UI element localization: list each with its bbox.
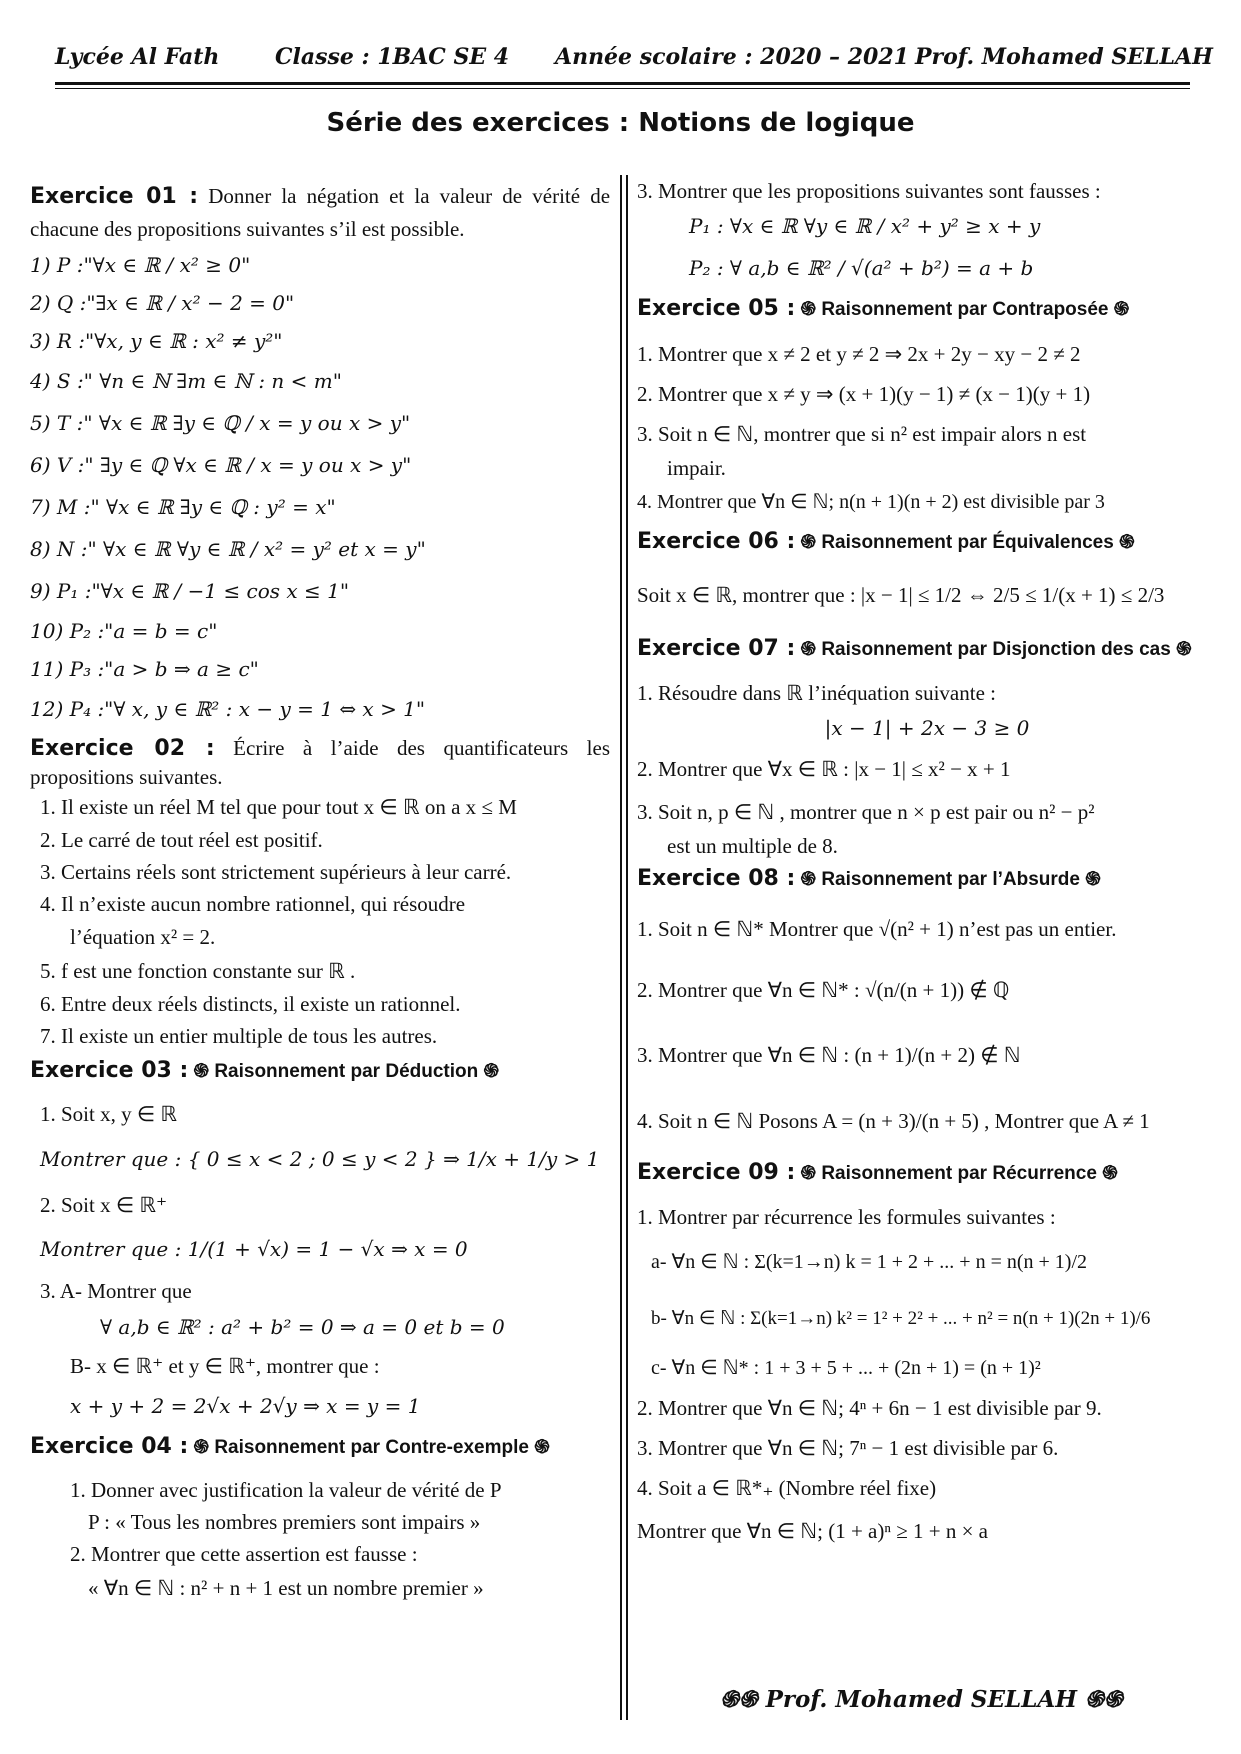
exercise-06-subtitle: ֍ Raisonnement par Équivalences ֍ — [800, 532, 1135, 553]
exercise-09-subtitle: ֍ Raisonnement par Récurrence ֍ — [800, 1163, 1118, 1184]
school-name: Lycée Al Fath — [55, 44, 220, 70]
ex01-item-8: 8) N :" ∀x ∈ ℝ ∀y ∈ ℝ / x² = y² et x = y" — [30, 537, 426, 561]
ex01-item-4: 4) S :" ∀n ∈ ℕ ∃m ∈ ℕ : n < m" — [30, 369, 342, 393]
ex09-line-4: c- ∀n ∈ ℕ* : 1 + 3 + 5 + ... + (2n + 1) = (n + 1)² — [651, 1357, 1041, 1379]
ex08-line-2: 2. Montrer que ∀n ∈ ℕ* : √(n/(n + 1)) ∉ ℚ — [637, 978, 1010, 1002]
exercise-03-heading-row — [30, 1052, 610, 1090]
ex09-line-7: 4. Soit a ∈ ℝ*₊ (Nombre réel fixe) — [637, 1476, 937, 1500]
ex03-line-8: x + y + 2 = 2√x + 2√y ⇒ x = y = 1 — [70, 1394, 421, 1418]
ex09-line-6: 3. Montrer que ∀n ∈ ℕ; 7ⁿ − 1 est divisible par 6. — [637, 1436, 1059, 1460]
ex03-line-3: 2. Soit x ∈ ℝ⁺ — [40, 1193, 168, 1217]
ex03-line-4: Montrer que : 1/(1 + √x) = 1 − √x ⇒ x = 0 — [40, 1237, 468, 1261]
ex09-line-5: 2. Montrer que ∀n ∈ ℕ; 4ⁿ + 6n − 1 est divisible par 9. — [637, 1396, 1102, 1420]
ex01-item-12: 12) P₄ :"∀ x, y ∈ ℝ² : x − y = 1 ⇔ x > 1" — [30, 697, 426, 721]
exercise-04-heading-row — [30, 1426, 610, 1468]
ex07-line-1: 1. Résoudre dans ℝ l’inéquation suivante : — [637, 681, 996, 705]
page-header — [55, 44, 1213, 78]
exercise-08-subtitle: ֍ Raisonnement par l’Absurde ֍ — [800, 869, 1101, 890]
header-rule-thick — [55, 82, 1190, 85]
header-rule-thin — [55, 88, 1190, 89]
exercise-04-subtitle: ֍ Raisonnement par Contre-exemple ֍ — [193, 1437, 550, 1458]
right-column — [637, 176, 1217, 1554]
ex09-line-8: Montrer que ∀n ∈ ℕ; (1 + a)ⁿ ≥ 1 + n × a — [637, 1519, 988, 1543]
ex05-line-5: 4. Montrer que ∀n ∈ ℕ; n(n + 1)(n + 2) est divisible par 3 — [637, 491, 1105, 513]
exercise-08-heading-row — [637, 860, 1217, 898]
ex04-line-7: P₂ : ∀ a,b ∈ ℝ² / √(a² + b²) = a + b — [689, 256, 1034, 280]
ex01-item-6: 6) V :" ∃y ∈ ℚ ∀x ∈ ℝ / x = y ou x > y" — [30, 453, 412, 477]
exercise-05-subtitle: ֍ Raisonnement par Contraposée ֍ — [800, 299, 1130, 320]
exercise-06-heading-row — [637, 522, 1217, 562]
ex08-line-1: 1. Soit n ∈ ℕ* Montrer que √(n² + 1) n’est pas un entier. — [637, 917, 1117, 941]
teacher-name: Prof. Mohamed SELLAH — [915, 44, 1213, 70]
exercise-05-heading-row — [637, 290, 1217, 328]
exercise-02-heading: Exercice 02 : — [30, 736, 215, 761]
column-divider-left — [620, 175, 622, 1720]
exercise-01-text: Donner la négation et la valeur de vérité de chacune des propositions suivantes s’il est possible. — [30, 184, 611, 241]
ex04-line-2: P : « Tous les nombres premiers sont impairs » — [88, 1510, 481, 1534]
exercise-03-heading: Exercice 03 : — [30, 1058, 189, 1083]
ex09-line-1: 1. Montrer par récurrence les formules suivantes : — [637, 1205, 1056, 1229]
ex05-line-1: 1. Montrer que x ≠ 2 et y ≠ 2 ⇒ 2x + 2y − xy − 2 ≠ 2 — [637, 342, 1081, 366]
ex05-line-4: impair. — [667, 456, 726, 480]
ex04-line-3: 2. Montrer que cette assertion est fausse : — [70, 1542, 418, 1566]
exercise-07-heading-row — [637, 628, 1217, 670]
ex02-item-5: 5. f est une fonction constante sur ℝ . — [40, 959, 356, 983]
left-column — [30, 180, 610, 1606]
ex03-line-5: 3. A- Montrer que — [40, 1279, 192, 1303]
exercise-04-heading: Exercice 04 : — [30, 1434, 189, 1459]
ex04-line-6: P₁ : ∀x ∈ ℝ ∀y ∈ ℝ / x² + y² ≥ x + y — [689, 214, 1041, 238]
ex02-item-6: 6. Entre deux réels distincts, il existe un rationnel. — [40, 992, 461, 1016]
exercise-06-heading: Exercice 06 : — [637, 529, 796, 554]
ex04-line-1: 1. Donner avec justification la valeur de vérité de P — [70, 1478, 502, 1502]
ex05-line-3: 3. Soit n ∈ ℕ, montrer que si n² est impair alors n est — [637, 422, 1087, 446]
exercise-02-text: Écrire à l’aide des quantificateurs les propositions suivantes. — [30, 736, 611, 789]
ex03-line-6: ∀ a,b ∈ ℝ² : a² + b² = 0 ⇒ a = 0 et b = 0 — [100, 1315, 505, 1339]
ex07-line-2: |x − 1| + 2x − 3 ≥ 0 — [824, 716, 1030, 740]
exercise-09-heading-row — [637, 1152, 1217, 1194]
school-year: Année scolaire : 2020 – 2021 — [555, 44, 909, 70]
exercise-07-subtitle: ֍ Raisonnement par Disjonction des cas ֍ — [800, 639, 1192, 660]
ex02-item-7: 7. Il existe un entier multiple de tous les autres. — [40, 1024, 438, 1048]
ex04-line-4: « ∀n ∈ ℕ : n² + n + 1 est un nombre premier » — [88, 1576, 484, 1600]
ex09-line-2: a- ∀n ∈ ℕ : Σ(k=1→n) k = 1 + 2 + ... + n = n(n + 1)/2 — [651, 1251, 1088, 1273]
column-divider-right — [626, 175, 628, 1720]
ex01-item-9: 9) P₁ :"∀x ∈ ℝ / −1 ≤ cos x ≤ 1" — [30, 579, 350, 603]
ex02-item-2: 2. Le carré de tout réel est positif. — [40, 828, 323, 852]
class-name: Classe : 1BAC SE 4 — [275, 44, 510, 70]
ex01-item-3: 3) R :"∀x, y ∈ ℝ : x² ≠ y²" — [30, 329, 283, 353]
ex01-item-5: 5) T :" ∀x ∈ ℝ ∃y ∈ ℚ / x = y ou x > y" — [30, 411, 411, 435]
ex07-line-4: 3. Soit n, p ∈ ℕ , montrer que n × p est pair ou n² − p² — [637, 800, 1095, 824]
ex05-line-2: 2. Montrer que x ≠ y ⇒ (x + 1)(y − 1) ≠ (x − 1)(y + 1) — [637, 382, 1091, 406]
ex01-item-7: 7) M :" ∀x ∈ ℝ ∃y ∈ ℚ : y² = x" — [30, 495, 336, 519]
ex01-item-10: 10) P₂ :"a = b = c" — [30, 619, 218, 643]
ex02-item-4: 4. Il n’existe aucun nombre rationnel, qui résoudre — [40, 892, 466, 916]
ex08-line-4: 4. Soit n ∈ ℕ Posons A = (n + 3)/(n + 5) , Montrer que A ≠ 1 — [637, 1109, 1150, 1133]
ex03-line-7: B- x ∈ ℝ⁺ et y ∈ ℝ⁺, montrer que : — [70, 1354, 380, 1378]
exercise-08-heading: Exercice 08 : — [637, 866, 796, 891]
exercise-01-heading: Exercice 01 : — [30, 184, 199, 209]
ex02-item-3: 3. Certains réels sont strictement supérieurs à leur carré. — [40, 860, 512, 884]
ex07-line-3: 2. Montrer que ∀x ∈ ℝ : |x − 1| ≤ x² − x + 1 — [637, 757, 1011, 781]
ex02-item-4-cont: l’équation x² = 2. — [70, 925, 216, 949]
exercise-03-subtitle: ֍ Raisonnement par Déduction ֍ — [193, 1061, 500, 1082]
ex07-line-5: est un multiple de 8. — [667, 834, 838, 858]
exercise-05-heading: Exercice 05 : — [637, 296, 796, 321]
ex09-line-3: b- ∀n ∈ ℕ : Σ(k=1→n) k² = 1² + 2² + ... + n² = n(n + 1)(2n + 1)/6 — [651, 1308, 1151, 1329]
ex03-line-1: 1. Soit x, y ∈ ℝ — [40, 1102, 178, 1126]
ex03-line-2: Montrer que : { 0 ≤ x < 2 ; 0 ≤ y < 2 } ⇒ 1/x + 1/y > 1 — [40, 1147, 600, 1171]
page-title: Série des exercices : Notions de logique — [326, 108, 915, 138]
ex06-line-1: Soit x ∈ ℝ, montrer que : |x − 1| ≤ 1/2 ⇔ 2/5 ≤ 1/(x + 1) ≤ 2/3 — [637, 583, 1165, 607]
ex01-item-11: 11) P₃ :"a > b ⇒ a ≥ c" — [30, 657, 259, 681]
ex02-item-1: 1. Il existe un réel M tel que pour tout x ∈ ℝ on a x ≤ M — [40, 795, 517, 819]
exercise-01-intro — [30, 180, 610, 246]
exercise-02-intro — [30, 734, 610, 791]
exercise-07-heading: Exercice 07 : — [637, 636, 796, 661]
ex08-line-3: 3. Montrer que ∀n ∈ ℕ : (n + 1)/(n + 2) ∉ ℕ — [637, 1043, 1021, 1067]
ex01-item-1: 1) P :"∀x ∈ ℝ / x² ≥ 0" — [30, 253, 251, 277]
ex04-line-5: 3. Montrer que les propositions suivantes sont fausses : — [637, 179, 1101, 203]
ex01-item-2: 2) Q :"∃x ∈ ℝ / x² − 2 = 0" — [30, 291, 295, 315]
footer-signature: ֍֍ Prof. Mohamed SELLAH ֍֍ — [720, 1686, 1123, 1713]
exercise-09-heading: Exercice 09 : — [637, 1160, 796, 1185]
